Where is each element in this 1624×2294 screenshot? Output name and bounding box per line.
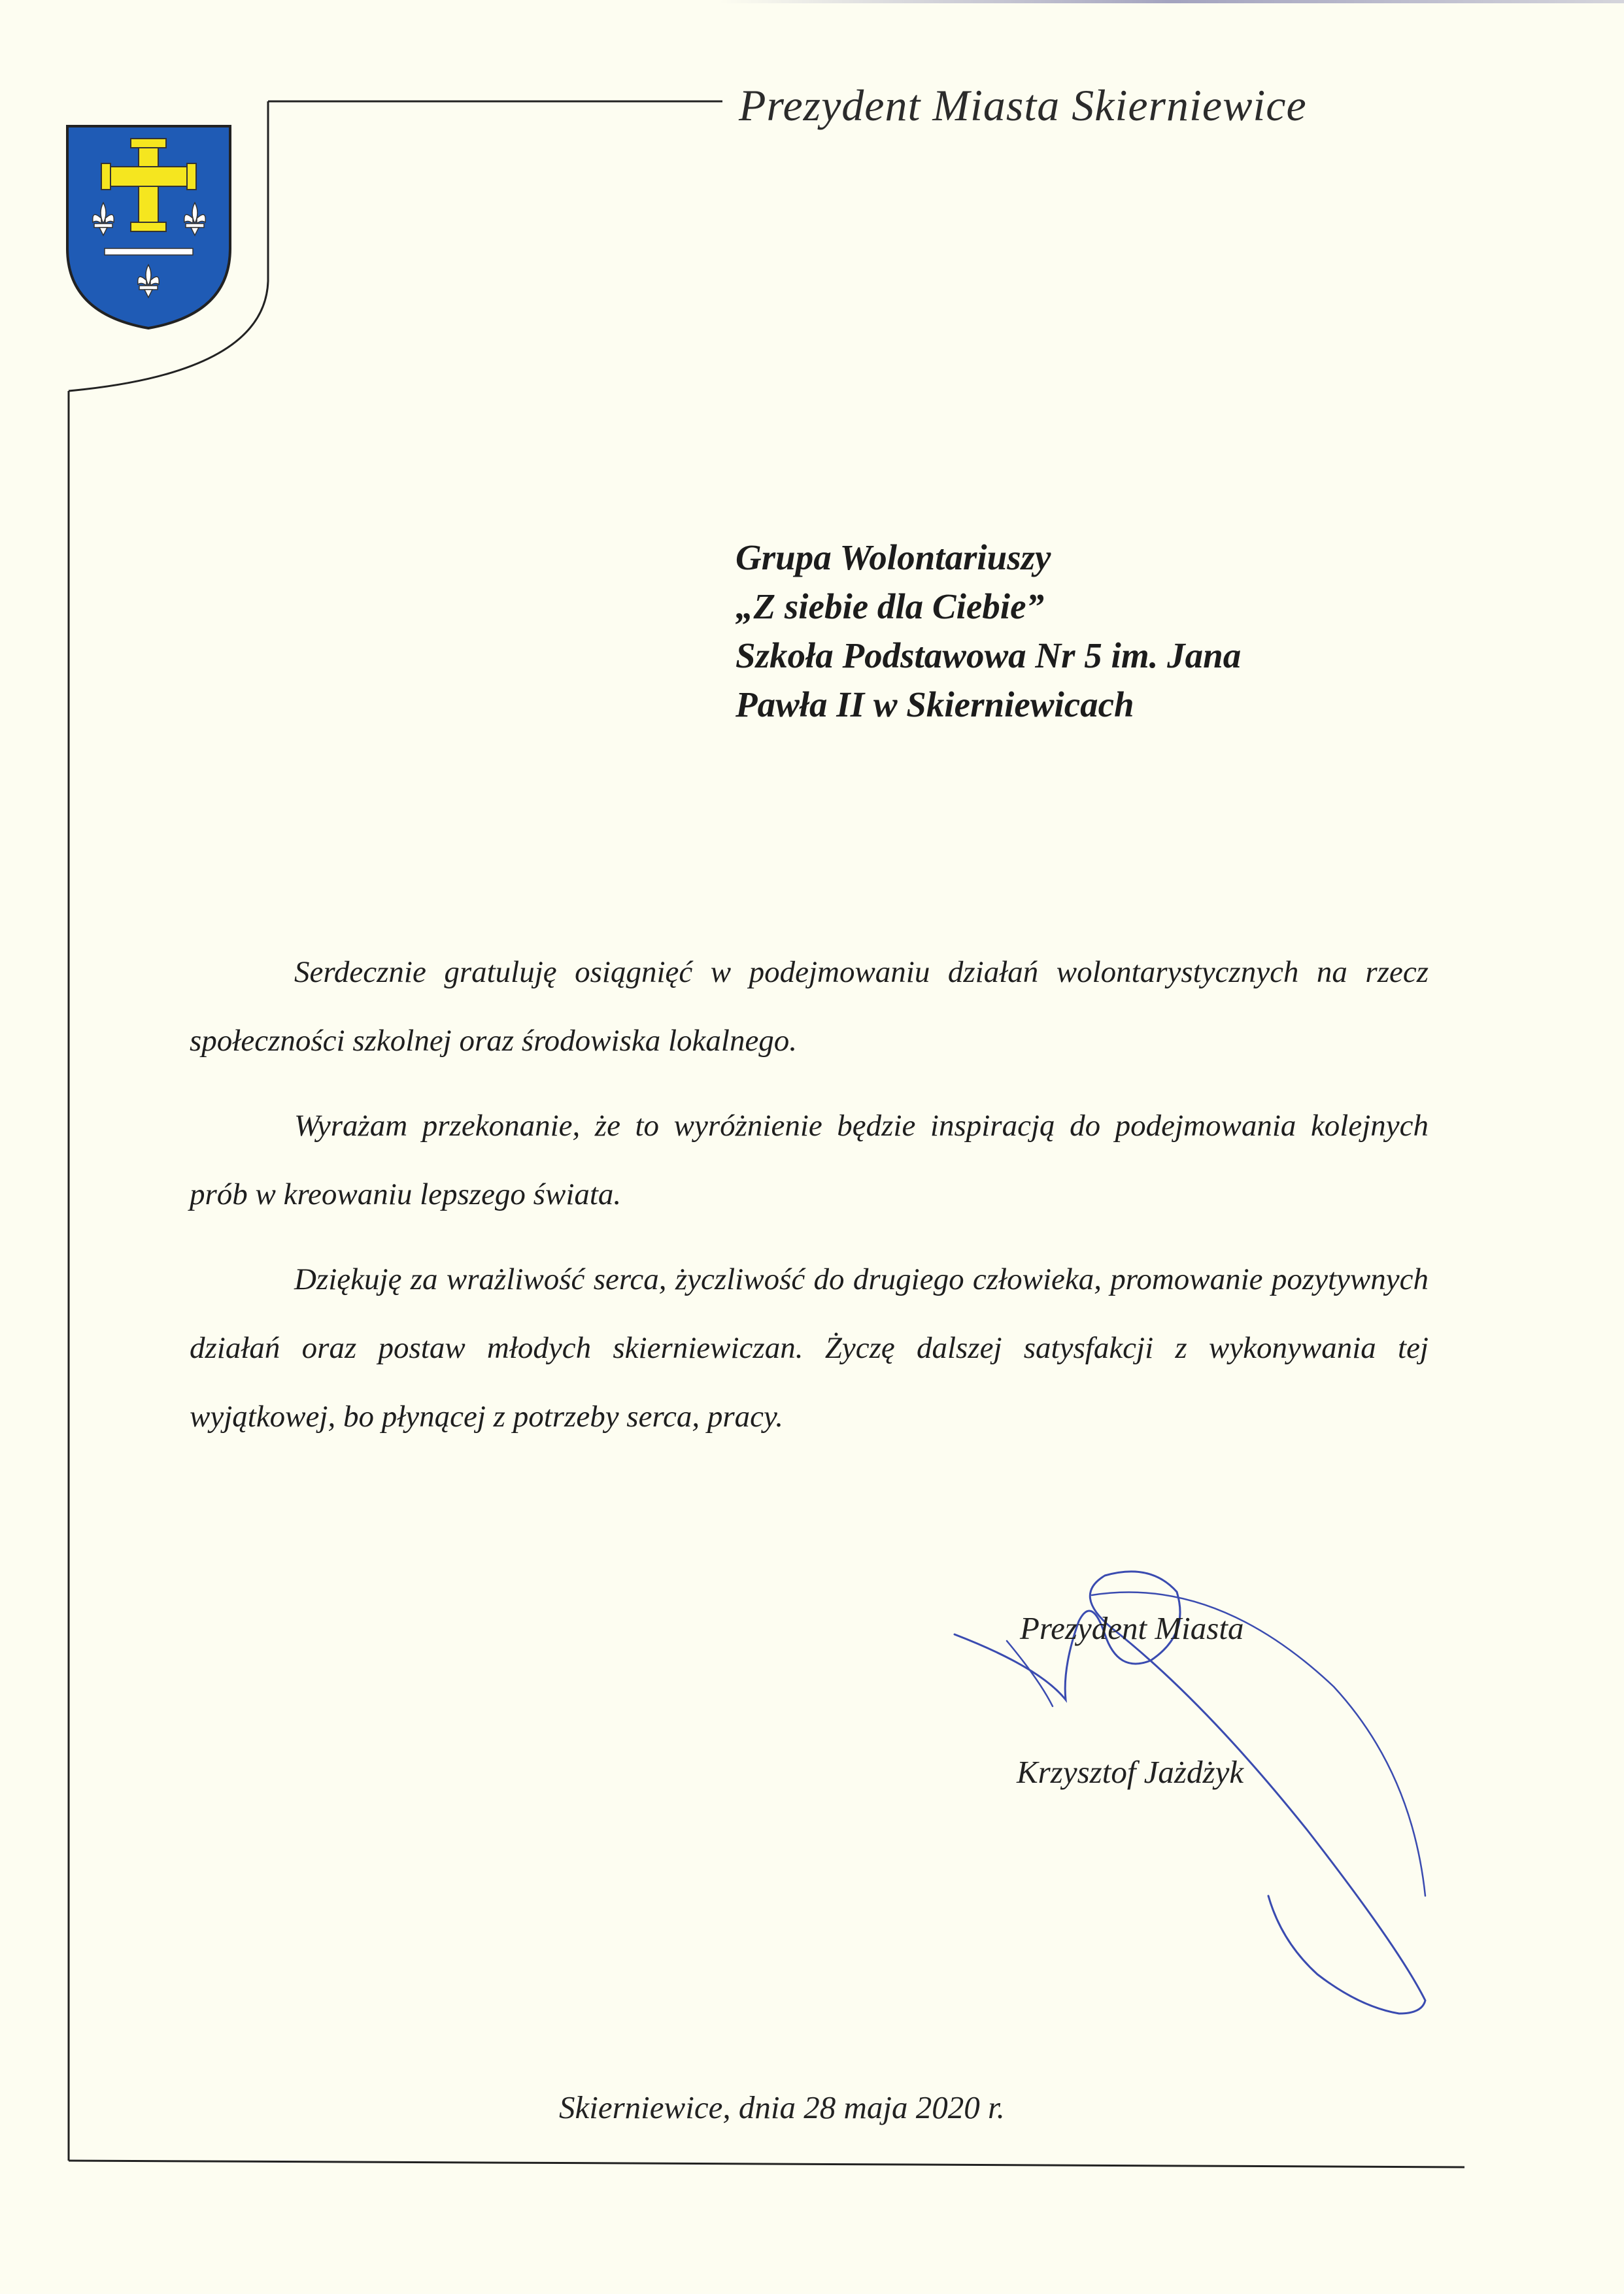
signature-title: Prezydent Miasta (1020, 1610, 1244, 1646)
recipient-line: Grupa Wolontariuszy (736, 537, 1051, 577)
body-paragraph: Serdecznie gratuluję osiągnięć w podejmowaniu działań wolontarystycznych na rzecz społeczności szkolnej oraz środowiska lokalnego. (190, 955, 1429, 1058)
letter-body (190, 938, 1429, 1468)
recipient-line: Szkoła Podstawowa Nr 5 im. Jana (736, 635, 1242, 675)
skierniewice-coat-of-arms-icon (65, 124, 232, 330)
date-place-line: Skierniewice, dnia 28 maja 2020 r. (559, 2089, 1005, 2125)
recipient-line: „Z siebie dla Ciebie” (736, 586, 1044, 626)
recipient-line: Pawła II w Skierniewicach (736, 684, 1134, 724)
body-paragraph: Dziękuję za wrażliwość serca, życzliwość do drugiego człowieka, promowanie pozytywnych działań oraz postaw młodych skierniewiczan. Życzę dalszej satysfakcji z wykonywania tej wyjątkowej, bo płynącej z potrzeby serca, pracy. (190, 1262, 1429, 1434)
body-paragraph: Wyrażam przekonanie, że to wyróżnienie będzie inspiracją do podejmowania kolejnych prób w kreowaniu lepszego świata. (190, 1109, 1429, 1211)
scan-edge-line (719, 0, 1624, 3)
signature-name: Krzysztof Jażdżyk (1017, 1754, 1244, 1790)
frame-bottom-line (69, 2161, 1464, 2167)
letterhead-title: Prezydent Miasta Skierniewice (739, 80, 1307, 130)
recipient-address (736, 533, 1455, 729)
